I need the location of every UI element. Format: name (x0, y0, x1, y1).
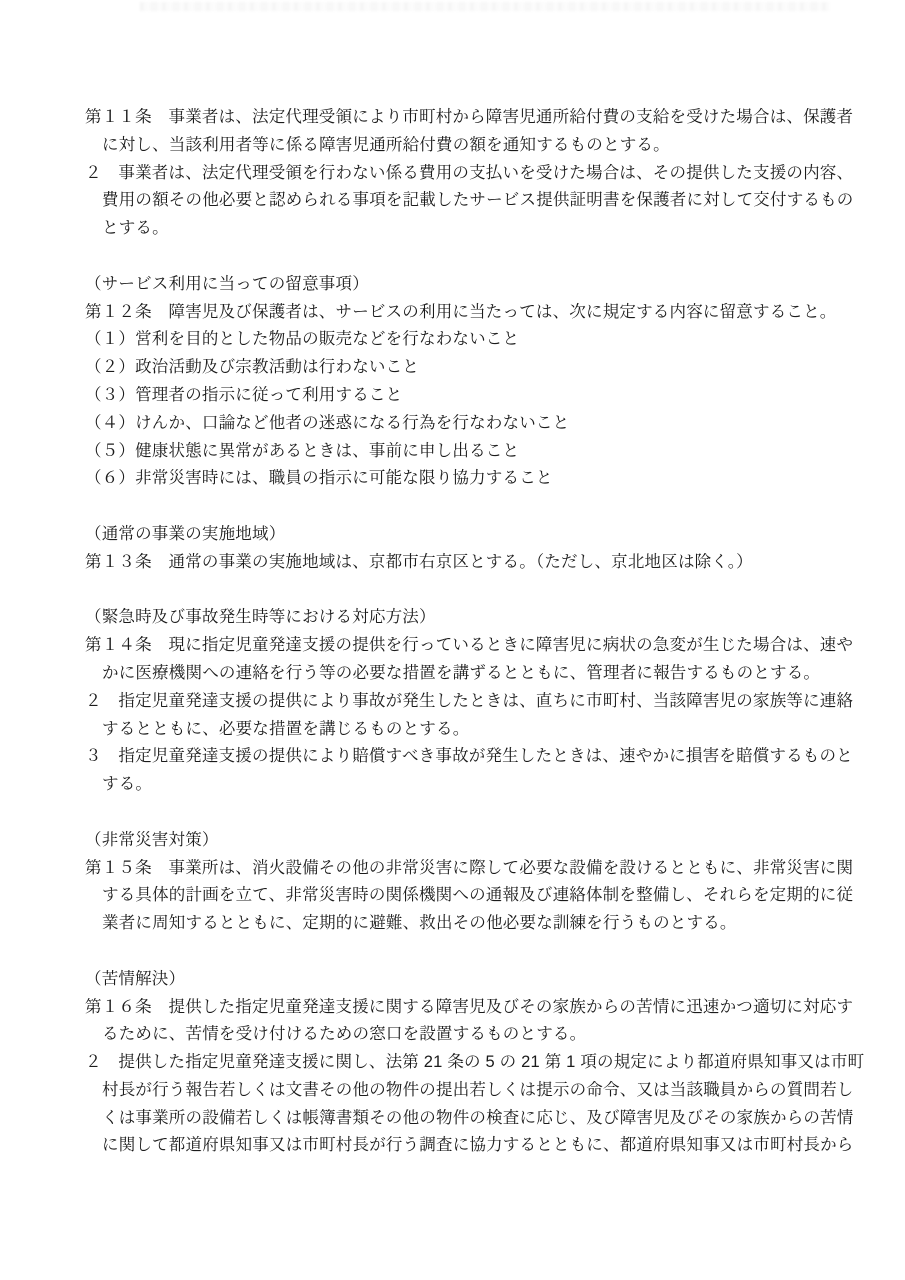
document-line: 第１６条 提供した指定児童発達支援に関する障害児及びその家族からの苦情に迅速かつ適切に対応す (85, 997, 854, 1016)
document-line: （２）政治活動及び宗教活動は行わないこと (85, 358, 419, 377)
document-line: （６）非常災害時には、職員の指示に可能な限り協力すること (85, 469, 553, 488)
document-line: 第１４条 現に指定児童発達支援の提供を行っているときに障害児に病状の急変が生じた場合は、速や (85, 636, 854, 655)
document-line: （４）けんか、口論など他者の迷惑になる行為を行なわないこと (85, 413, 570, 432)
document-line: 業者に周知するとともに、定期的に避難、救出その他必要な訓練を行うものとする。 (102, 914, 737, 933)
section-article-11 (85, 104, 854, 243)
document-body (85, 104, 865, 1160)
document-line: ２ 事業者は、法定代理受領を行わない係る費用の支払いを受けた場合は、その提供した支援の内容、 (85, 163, 854, 182)
section-article-14 (85, 604, 854, 799)
document-line: くは事業所の設備若しくは帳簿書類その他の物件の検査に応じ、及び障害児及びその家族からの苦情 (102, 1108, 854, 1127)
document-line: 第１１条 事業者は、法定代理受領により市町村から障害児通所給付費の支給を受けた場合は、保護者 (85, 108, 854, 126)
scan-artifact (140, 2, 830, 11)
document-line: （１）営利を目的とした物品の販売などを行なわないこと (85, 330, 520, 349)
document-line: する具体的計画を立て、非常災害時の関係機関への通報及び連絡体制を整備し、それらを定期的に従 (102, 886, 854, 905)
document-line: 村長が行う報告若しくは文書その他の物件の提出若しくは提示の命令、又は当該職員からの質問若し (102, 1080, 854, 1099)
document-line: ２ 指定児童発達支援の提供により事故が発生したときは、直ちに市町村、当該障害児の家族等に連絡 (85, 691, 854, 710)
document-line: 第１３条 通常の事業の実施地域は、京都市右京区とする。（ただし、京北地区は除く。） (85, 552, 753, 571)
section-article-13 (85, 521, 843, 577)
section-article-12 (85, 271, 843, 493)
section-heading: （非常災害対策） (85, 830, 219, 849)
document-line: 費用の額その他必要と認められる事項を記載したサービス提供証明書を保護者に対して交付するもの (102, 191, 854, 210)
document-line: かに医療機関への連絡を行う等の必要な措置を講ずるとともに、管理者に報告するものとする。 (102, 663, 821, 682)
document-line: 第１２条 障害児及び保護者は、サービスの利用に当たっては、次に規定する内容に留意すること。 (85, 302, 837, 321)
document-line: に関して都道府県知事又は市町村長が行う調査に協力するとともに、都道府県知事又は市町村長から (102, 1136, 854, 1155)
section-heading: （苦情解決） (85, 969, 186, 988)
document-line: ２ 提供した指定児童発達支援に関し、法第 21 条の 5 の 21 第 1 項の規定により都道府県知事又は市町 (85, 1053, 865, 1072)
section-heading: （通常の事業の実施地域） (85, 524, 286, 543)
document-line: （３）管理者の指示に従って利用すること (85, 385, 403, 404)
section-heading: （サービス利用に当っての留意事項） (85, 274, 369, 293)
section-article-15 (85, 827, 854, 938)
document-line: （５）健康状態に異常があるときは、事前に申し出ること (85, 441, 520, 460)
document-line: 第１５条 事業所は、消火設備その他の非常災害に際して必要な設備を設けるとともに、非常災害に関 (85, 858, 854, 877)
document-line: するとともに、必要な措置を講じるものとする。 (102, 719, 470, 738)
document-line: ３ 指定児童発達支援の提供により賠償すべき事故が発生したときは、速やかに損害を賠償するものと (85, 747, 853, 766)
document-line: に対し、当該利用者等に係る障害児通所給付費の額を通知するものとする。 (102, 135, 670, 154)
document-line: とする。 (102, 219, 169, 238)
section-heading: （緊急時及び事故発生時等における対応方法） (85, 608, 436, 627)
document-line: るために、苦情を受け付けるための窓口を設置するものとする。 (102, 1025, 587, 1044)
section-article-16 (85, 966, 865, 1161)
document-line: する。 (102, 775, 153, 794)
